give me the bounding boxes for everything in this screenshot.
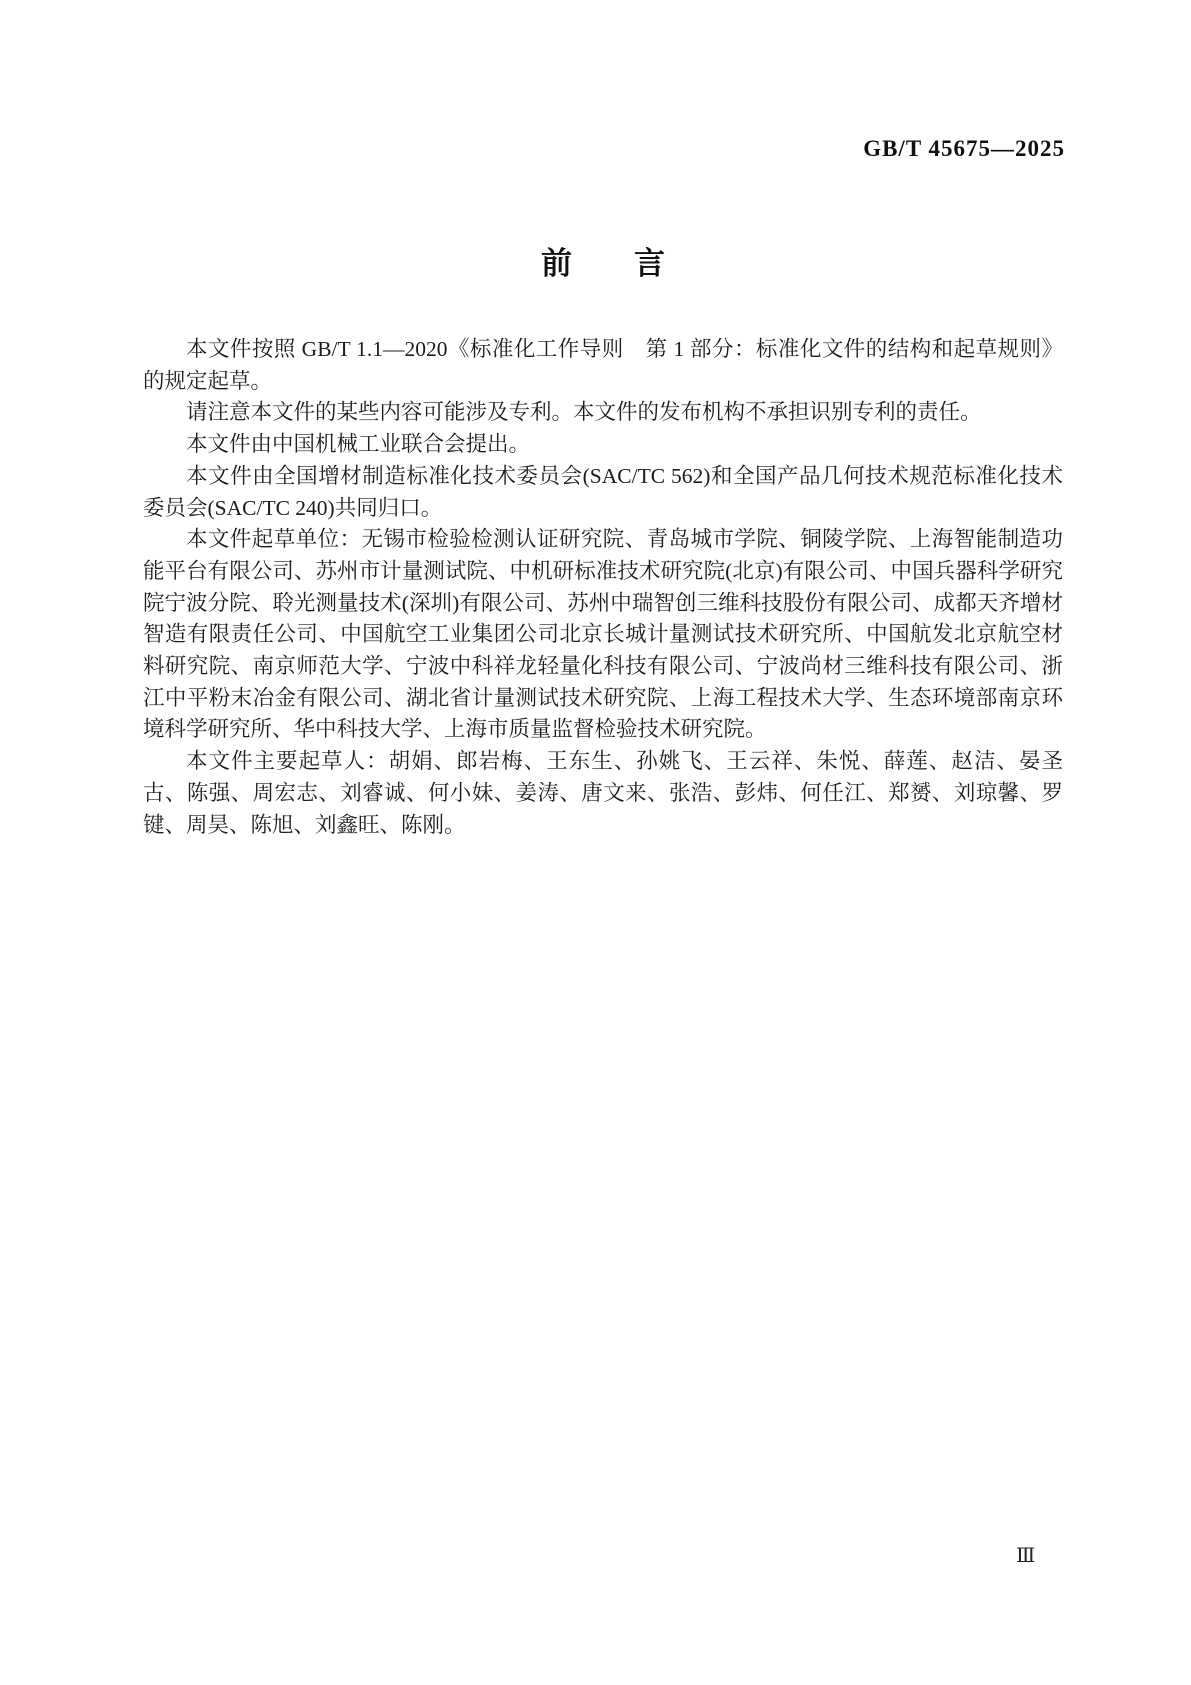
paragraph-drafting-rules: 本文件按照 GB/T 1.1—2020《标准化工作导则 第 1 部分：标准化文件的结构和起草规则》的规定起草。 [143, 337, 1063, 393]
page-number: Ⅲ [1016, 1545, 1036, 1567]
paragraph-drafting-organizations: 本文件起草单位：无锡市检验检测认证研究院、青岛城市学院、铜陵学院、上海智能制造功能平台有限公司、苏州市计量测试院、中机研标准技术研究院(北京)有限公司、中国兵器科学研究院宁波分院、聆光测量技术(深圳)有限公司、苏州中瑞智创三维科技股份有限公司、成都天齐增材智造有限责任公司、中国航空工业集团公司北京长城计量测试技术研究所、中国航发北京航空材料研究院、南京师范大学、宁波中科祥龙轻量化科技有限公司、宁波尚材三维科技有限公司、浙江中平粉末冶金有限公司、湖北省计量测试技术研究院、上海工程技术大学、生态环境部南京环境科学研究所、华中科技大学、上海市质量监督检验技术研究院。 [143, 527, 1063, 742]
page-title-foreword: 前 言 [541, 246, 665, 281]
paragraph-main-drafters: 本文件主要起草人：胡娟、郎岩梅、王东生、孙姚飞、王云祥、朱悦、薛莲、赵洁、晏圣古、陈强、周宏志、刘睿诚、何小妹、姜涛、唐文来、张浩、彭炜、何任江、郑赟、刘琼馨、罗键、周昊、陈旭、刘鑫旺、陈刚。 [143, 749, 1063, 837]
paragraph-patent-notice: 请注意本文件的某些内容可能涉及专利。本文件的发布机构不承担识别专利的责任。 [186, 400, 982, 425]
paragraph-proposed-by: 本文件由中国机械工业联合会提出。 [186, 432, 531, 457]
standard-number: GB/T 45675—2025 [863, 136, 1065, 161]
paragraph-centralized-by: 本文件由全国增材制造标准化技术委员会(SAC/TC 562)和全国产品几何技术规范标准化技术委员会(SAC/TC 240)共同归口。 [143, 463, 1063, 520]
foreword-body [143, 334, 1063, 841]
